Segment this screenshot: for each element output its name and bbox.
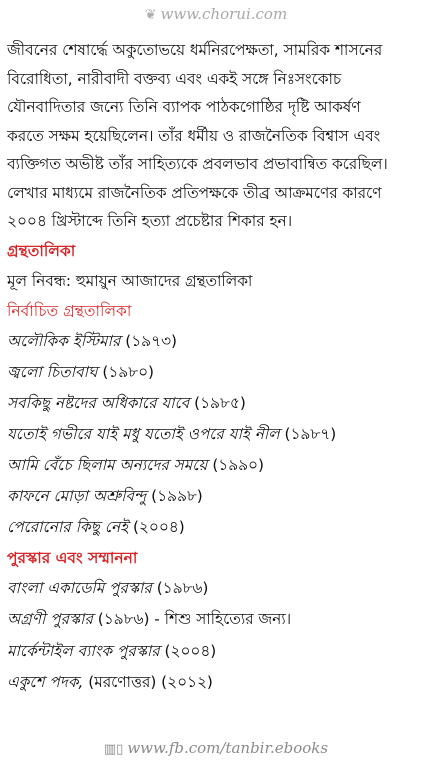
award-detail: (১৯৮৬) - শিশু সাহিত্যের জন্য। — [97, 610, 292, 628]
book-year: (১৯৮০) — [102, 362, 155, 381]
list-item — [7, 636, 427, 668]
awards-list — [7, 573, 427, 699]
paragraph-line: যৌনবাদিতার জন্যে তিনি ব্যাপক পাঠকগোষ্ঠির দৃষ্টি আকর্ষণ — [7, 98, 361, 116]
book-year: (১৯৮৭) — [284, 424, 337, 443]
page-content — [7, 36, 427, 699]
book-year: (১৯৯৮) — [151, 486, 203, 505]
list-item — [7, 512, 427, 543]
paragraph-line: লেখার মাধ্যমে রাজনৈতিক প্রতিপক্ষকে তীব্র আক্রমণের কারণে — [7, 183, 382, 202]
book-year: (১৯৯০) — [212, 455, 264, 474]
bottom-watermark — [0, 738, 432, 760]
book-title: পেরোনোর কিছু নেই — [7, 517, 129, 536]
book-title: অলৌকিক ইস্টিমার — [7, 331, 121, 350]
book-title: যতোই গভীরে যাই মধু যতোই ওপরে যাই নীল — [7, 424, 280, 443]
award-detail: (১৯৮৬) — [156, 578, 209, 597]
paragraph-line: করতে সক্ষম হয়েছিলেন। তাঁর ধর্মীয় ও রাজনৈতিক বিশ্বাস এবং — [7, 126, 381, 145]
paragraph-line: জীবনের শেষার্দ্ধে অকুতোভয়ে ধর্মনিরপেক্ষতা, সামরিক শাসনের — [7, 41, 383, 59]
book-title: আমি বেঁচে ছিলাম অন্যদের সময়ে — [7, 455, 208, 474]
list-item — [7, 388, 427, 419]
top-watermark-text: www.chorui.com — [160, 5, 288, 23]
bottom-watermark-text: www.fb.com/tanbir.ebooks — [127, 739, 329, 757]
list-item — [7, 326, 427, 357]
paragraph-line: বিরোধিতা, নারীবাদী বক্তব্য এবং একই সঙ্গে নিঃসংকোচ — [7, 69, 342, 88]
award-title: একুশে পদক, — [7, 673, 84, 691]
award-title: মার্কেন্টাইল ব্যাংক পুরস্কার — [7, 641, 160, 660]
bibliography-heading: গ্রন্থতালিকা — [7, 241, 76, 260]
award-detail: (মরণোত্তর) (২০১২) — [88, 673, 213, 691]
awards-heading: পুরস্কার এবং সম্মাননা — [7, 548, 138, 567]
books-icon: ▥▯ — [103, 742, 124, 757]
book-year: (১৯৭৩) — [125, 331, 177, 350]
book-title: জ্বলো চিতাবাঘ — [7, 362, 98, 381]
bibliography-list — [7, 326, 427, 543]
award-title: বাংলা একাডেমি পুরস্কার — [7, 578, 152, 597]
list-item — [7, 604, 427, 636]
list-item — [7, 481, 427, 512]
book-year: (২০০৪) — [132, 517, 185, 536]
book-title: সবকিছু নষ্টদের অধিকারে যাবে — [7, 393, 190, 412]
main-article-note: মূল নিবন্ধ: হুমায়ুন আজাদের গ্রন্থতালিকা — [7, 271, 253, 290]
list-item — [7, 357, 427, 388]
list-item — [7, 450, 427, 481]
paragraph-line: ব্যক্তিগত অভীষ্ট তাঁর সাহিত্যকে প্রবলভাব প্রভাবান্বিত করেছিল। — [7, 155, 388, 173]
top-watermark — [0, 4, 432, 25]
paragraph-line: ২০০৪ খ্রিস্টাব্দে তিনি হত্যা প্রচেষ্টার শিকার হন। — [7, 212, 293, 230]
list-item — [7, 573, 427, 605]
selected-bibliography-heading: নির্বাচিত গ্রন্থতালিকা — [7, 301, 132, 320]
list-item — [7, 419, 427, 450]
leaf-icon: ❦ — [144, 7, 157, 23]
book-title: কাফনে মোড়া অশ্রুবিন্দু — [7, 486, 147, 505]
list-item — [7, 667, 427, 699]
award-title: অগ্রণী পুরস্কার — [7, 610, 93, 628]
award-detail: (২০০৪) — [164, 641, 217, 660]
book-year: (১৯৮৫) — [194, 393, 246, 412]
biography-paragraph — [7, 36, 427, 236]
